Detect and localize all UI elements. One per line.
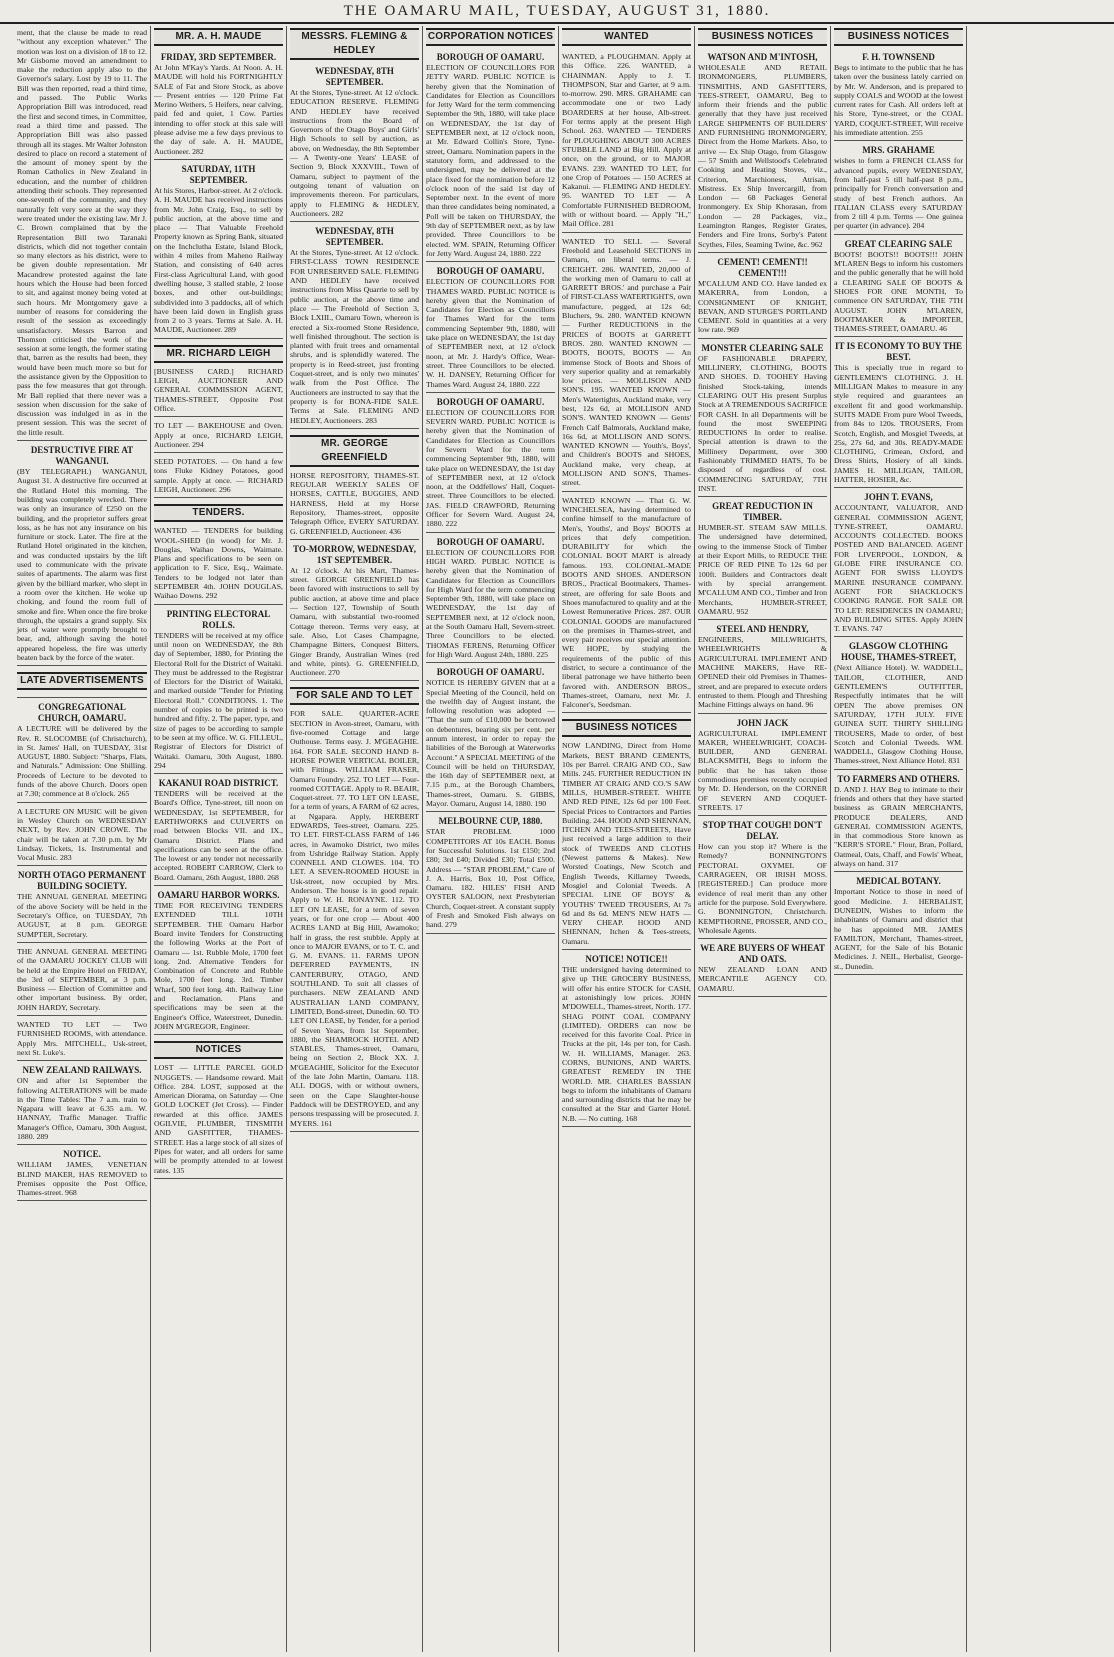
advertisement-title: NORTH OTAGO PERMANENT BUILDING SOCIETY. bbox=[17, 870, 147, 892]
advertisement bbox=[698, 716, 827, 817]
advertisement-title: CEMENT! CEMENT!! CEMENT!!! bbox=[717, 256, 808, 278]
advertisement-title: MELBOURNE CUP, 1880. bbox=[438, 816, 543, 827]
advertisement-body: At John M'Kay's Yards. At Noon. A. H. MAUDE will hold his FORTNIGHTLY SALE of Fat and Store Stock, as above — Present entries — 120 Prime Fat Merino Wethers, 5 Heifers, near calving, paid fed and quiet, 1 Cow. Parties intending to offer stock at this sale will please advise me a few days previous to the day of sale. A. H. MAUDE, Auctioneer. 282 bbox=[154, 63, 283, 156]
advertisement-body: NOW LANDING, Direct from Home Markets, BEST BRAND CEMENTS, 10s per Barrel. CRAIG AND CO., Saw Mills. 245. FURTHER REDUCTION IN TIMBER AT CRAIG AND CO.'S SAW MILLS, HUMBER-STREET. WHITE AND RED PINE, 12s 6d per 100 Feet. Special Prices to Contractors and Parties Building. 244. HOOD AND SHENNAN, ITCHEN AND TEES-STREETS, Have just received a large addition to their stock of TWEEDS AND CLOTHS (Newest patterns & Makes). New Worsted Coatings, New Scotch and English Tweeds, Killarney Tweeds, Mosgiel and Colonial Tweeds. A SPECIAL LINE OF BOYS' & YOUTHS' TWEED TROUSERS, At 7s 6d and 8s 6d. MEN'S NEW HATS — VERY CHEAP. HOOD AND SHENNAN, Itchen & Tees-streets, Oamaru. bbox=[562, 741, 691, 946]
advertisement-body: THE undersigned having determined to give up THE GROCERY BUSINESS, will offer his entire STOCK for CASH, at astonishingly low prices. JOHN M'DOWELL, Thames-street, North. 177. SHAG POINT COAL COMPANY (LIMITED). ORDERS can now be received for this favorite Coal. Price in Trucks at the pit, 14s per ton, for Cash. W. H. WILLIAMS, Manager. 263. CORNS, BUNIONS, AND WARTS. GREATEST REMEDY IN THE WORLD. MR. CHARLES BASSIAN begs to inform the inhabitants of Oamaru and surrounding districts that he may be consulted at the Star and Garter Hotel. N.B. — No cutting. 168 bbox=[562, 965, 691, 1123]
advertisement-body: HUMBER-ST. STEAM SAW MILLS. The undersigned have determined, owing to the immense Stock of Timber at their Export Mills, to REDUCE THE PRICE OF RED PINE To 12s 6d per 100ft. Builders and Contractors dealt with by special arrangement. M'CALLUM AND CO., Timber and Iron Merchants, HUMBER-STREET, OAMARU. 952 bbox=[698, 523, 827, 616]
column-header: BUSINESS NOTICES bbox=[698, 28, 827, 46]
advertisement-title: LATE ADVERTISEMENTS bbox=[17, 672, 147, 690]
column-header: BUSINESS NOTICES bbox=[834, 28, 963, 46]
advertisement-body: TENDERS will be received at the Board's Office, Tyne-street, till noon on WEDNESDAY, 1st SEPTEMBER, for EARTHWORKS and CULVERTS on road between Blocks VII. and IX., Oamaru District. Plans and specifications can be seen at the office. The lowest or any tender not necessarily accepted. ROBERT CARROW, Clerk to Board. Oamaru, 26th August, 1880. 268 bbox=[154, 789, 283, 882]
advertisement bbox=[698, 255, 827, 339]
column-header: CORPORATION NOTICES bbox=[426, 28, 555, 46]
column-business-2 bbox=[830, 26, 966, 1652]
advertisement-body: THE ANNUAL GENERAL MEETING of the OAMARU JOCKEY CLUB will be held at the Empire Hotel on FRIDAY, the 3rd of SEPTEMBER, at 3 p.m. Business — Election of Committee and other important business. By order, JOHN HARDY, Secretary. bbox=[17, 946, 147, 1012]
advertisement bbox=[154, 162, 283, 339]
advertisement-body: AGRICULTURAL IMPLEMENT MAKER, WHEELWRIGHT, COACH-BUILDER, AND GENERAL BLACKSMITH, Begs to inform the public that he has taken those commodious premises recently occupied by Mr. D. Henderson, on the CORNER OF SEVERN AND COQUET-STREETS. 17 bbox=[698, 728, 827, 812]
advertisement-body: WANTED TO LET — Two FURNISHED ROOMS, with attendance. Apply Mrs. MITCHELL, Usk-street, next St. Luke's. bbox=[17, 1020, 147, 1057]
column-business-1 bbox=[694, 26, 830, 1652]
advertisement bbox=[17, 700, 147, 802]
advertisement bbox=[834, 874, 963, 975]
advertisement bbox=[426, 665, 555, 812]
advertisement-title: BOROUGH OF OAMARU. bbox=[436, 667, 545, 678]
advertisement-title: BOROUGH OF OAMARU. bbox=[436, 52, 545, 62]
advertisement-body: ELECTION OF COUNCILLORS FOR HIGH WARD. PUBLIC NOTICE is hereby given that the Nomination of Candidates for Election as Councillors for High Ward for the term commencing September 9th, 1880, will take place on WEDNESDAY, the 1st day of SEPTEMBER next, at 12 o'clock noon, at the South Oamaru Hall, Severn-street. Three Councillors to be elected. THOMAS FERENS, Returning Officer for High Ward. August 24th, 1880. 225 bbox=[426, 547, 555, 659]
advertisement-body: STAR PROBLEM. 1000 COMPETITORS AT 10s EACH. Bonus for Successful Solutions. 1st £150; 2nd £80; 3rd £40; Divided £30; Total £500. Address — "STAR PROBLEM," Care of J. A. Harris, Box 10, Post Office, Oamaru. 182. HILES' FISH AND OYSTER SALOON, next Presbyterian Church, Coquet-street. A constant supply of Fresh and Smoked Fish always on hand. 279 bbox=[426, 827, 555, 930]
advertisement-body: THE ANNUAL GENERAL MEETING of the above Society will be held in the Secretary's Office, on TUESDAY, 7th AUGUST, at 8 p.m. GEORGE SUMPTER, Secretary. bbox=[17, 892, 147, 939]
advertisement-body: OF FASHIONABLE DRAPERY, MILLINERY, CLOTHING, BOOTS AND SHOES. D. TOOHEY Having finished Stock-taking, intends CLEARING OUT His present Surplus Stock at A TREMENDOUS SACRIFICE FOR CASH. In all Departments will be found the most SWEEPING REDUCTIONS In order to realise. Special attention is drawn to the Millinery Department, over 300 Fashionably TRIMMED HATS, To be disposed of regardless of cost. COMMENCING SATURDAY, 7TH INST. bbox=[698, 353, 827, 493]
advertisement bbox=[834, 143, 963, 234]
advertisement-title: GLASGOW CLOTHING HOUSE, THAMES-STREET, bbox=[841, 641, 956, 663]
advertisement-title: OAMARU HARBOR WORKS. bbox=[157, 890, 280, 901]
advertisement-title: FRIDAY, 3RD SEPTEMBER. bbox=[160, 52, 277, 62]
advertisement bbox=[17, 805, 147, 867]
advertisement-body: WANTED KNOWN — That G. W. WINCHELSEA, having determined to confine himself to the manufacture of Men's, Youths', and Boys' BOOTS at prices that defy competition. DURABILITY for which the COLONIAL BOOT MART is already famous. 193. COLONIAL-MADE BOOTS AND SHOES. ANDERSON BROS., Practical Bootmakers, Thames-street, are offering for sale Boots and Shoes manufactured to quality and at the Lowest Remunerative Prices. 287. OUR COLONIAL GOODS are manufactured on the premises in Thames-street, and every pair receives our special attention. WE HOPE, by studying the requirements of the public of this district, to secure a continuance of the liberal patronage we have hitherto been favored with. ANDERSON BROS., Thames-street, Oamaru, next Mr. J. Falconer's, Seedsman. bbox=[562, 495, 691, 710]
advertisement-body: A LECTURE will be delivered by the Rev. R. SLOCOMBE (of Christchurch), in St. James' Hall, on TUESDAY, 31st AUGUST, 1880. Subject: "Sharps, Flats, and Naturals." Admission: One Shilling. Proceeds of Lecture to be devoted to funds of the above Church. Doors open at 7.30; commence at 8 o'clock. 265 bbox=[17, 724, 147, 799]
advertisement-body: D. AND J. HAY Beg to intimate to their friends and others that they have started business as GRAIN MERCHANTS, PRODUCE DEALERS, AND GENERAL COMMISSION AGENTS, in that commodious Store known as "KERR'S STORE." Flour, Bran, Pollard, Oatmeal, Oats, Chaff, and Fowls' Wheat, always on hand. 317 bbox=[834, 784, 963, 869]
column-header: WANTED bbox=[562, 28, 691, 46]
advertisement-title: DESTRUCTIVE FIRE AT WANGANUI. bbox=[30, 445, 134, 467]
advertisement bbox=[426, 535, 555, 664]
advertisement-title: SATURDAY, 11TH SEPTEMBER. bbox=[181, 163, 256, 185]
advertisement-title: STEEL AND HENDRY, bbox=[716, 624, 809, 635]
advertisement bbox=[154, 455, 283, 498]
advertisement bbox=[562, 952, 691, 1127]
advertisement bbox=[698, 622, 827, 713]
advertisement-title: IT IS ECONOMY TO BUY THE BEST. bbox=[835, 341, 962, 363]
advertisement-body: WANTED — TENDERS for building WOOL-SHED (in wood) for Mr. J. Douglas, Waihao Downs, Waimate. Plans and specifications to be seen on application to F. Sice, Esq., Waimate. Tenders to be lodged not later than SEPTEMBER 4th. JOHN DOUGLAS, Waihao Downs. 292 bbox=[154, 526, 283, 601]
advertisement bbox=[17, 443, 147, 666]
advertisement-title: TO-MORROW, WEDNESDAY, 1ST SEPTEMBER. bbox=[293, 543, 416, 565]
advertisement-body: NEW ZEALAND LOAN AND MERCANTILE AGENCY CO. OAMARU. bbox=[698, 965, 827, 993]
column-news bbox=[14, 26, 150, 1652]
advertisement-body: WANTED TO SELL — Several Freehold and Leasehold SECTIONS in Oamaru, on liberal terms. — J. CREIGHT. 286. WANTED, 20,000 of the working men of Oamaru to call at GARRETT BROS.' and purchase a Pair of FIRST-CLASS WATERTIGHTS, own manufacture, pegged, at 12s 6d; Bluchers, 9s. 280. WANTED KNOWN — Further REDUCTIONS in the PRICES of BOOTS at GARRETT BROS. 280. WANTED KNOWN — BOOTS, BOOTS, BOOTS — An immense Stock of Boots and Shoes of very superior quality and at remarkably low prices. — MOLLISON AND SON'S. 195. WANTED KNOWN — Men's Watertights, Auckland make, very best, 12s 6d, at MOLLISON AND SON'S. WANTED KNOWN — Gents' French Calf Balmorals, Auckland make, 16s 6d, at MOLLISON AND SON'S. WANTED KNOWN — Youth's, Boys', and Children's BOOTS and SHOES, Auckland make, very cheap, at MOLLISON AND SON'S, Thames-street. bbox=[562, 236, 691, 488]
advertisement-body: Important Notice to those in need of good Medicine. J. HERBALIST, DUNEDIN, Wishes to inform the inhabitants of Oamaru and district that he has appointed MR. JAMES FAMILTON, Merchant, Thames-street, AGENT, for the Sale of his Botanic Medicines. J. NEIL, Herbalist, George-st., Dunedin. bbox=[834, 887, 963, 971]
advertisement bbox=[562, 715, 691, 950]
advertisement-body: A LECTURE ON MUSIC will be given in Wesley Church on WEDNESDAY NEXT, by Rev. JOHN CROWE. The chair will be taken at 7.30 p.m. by Mr Lindsay. Tickets, 1s. Instrumental and Vocal Music. 283 bbox=[17, 806, 147, 863]
advertisement bbox=[154, 776, 283, 886]
advertisement bbox=[834, 772, 963, 873]
advertisement-title: JOHN T. EVANS, bbox=[864, 492, 933, 503]
advertisement bbox=[17, 668, 147, 698]
advertisement bbox=[426, 264, 555, 393]
advertisement-title: WE ARE BUYERS OF WHEAT AND OATS. bbox=[700, 943, 825, 965]
advertisement-body: Begs to intimate to the public that he has taken over the business lately carried on by Mr. W. Anderson, and is prepared to supply COALS and WOOD at the lowest current rates for Cash. All orders left at his Store, Tyne-street, or the COAL YARD, COQUET-STREET, Will receive his immediate attention. 255 bbox=[834, 63, 963, 138]
column-auctions-2 bbox=[286, 26, 422, 1652]
advertisement-title: NOTICES bbox=[154, 1041, 283, 1059]
advertisement-title: KAKANUI ROAD DISTRICT. bbox=[158, 778, 279, 789]
masthead: THE OAMARU MAIL, TUESDAY, AUGUST 31, 1880. bbox=[0, 0, 1114, 24]
advertisement-title: NEW ZEALAND RAILWAYS. bbox=[22, 1065, 142, 1076]
advertisement bbox=[154, 341, 283, 417]
advertisement bbox=[17, 1147, 147, 1201]
advertisement-body: SEED POTATOES. — On hand a few tons Fluke Kidney Potatoes, good sample. Apply at once. — RICHARD LEIGH, Auctioneer. 296 bbox=[154, 457, 283, 494]
advertisement-body: WILLIAM JAMES, VENETIAN BLIND MAKER, HAS REMOVED to Premises opposite the Post Office, Thames-street. 968 bbox=[17, 1160, 147, 1198]
advertisement-body: ACCOUNTANT, VALUATOR, AND GENERAL COMMISSION AGENT, TYNE-STREET, OAMARU. ACCOUNTS COLLECTED. BOOKS POSTED AND BALANCED. AGENT FOR LIVERPOOL, LONDON, & GLOBE FIRE INSURANCE CO. AGENT FOR SWISS LLOYD'S MARINE INSURANCE COMPANY. AGENT FOR SHACKLOCK'S COOKING RANGE. FOR SALE OR TO LET: RESIDENCES IN OAMARU; AND BUILDING SITES. Apply JOHN T. EVANS. 747 bbox=[834, 503, 963, 634]
advertisement bbox=[290, 683, 419, 1131]
advertisement-title: TENDERS. bbox=[154, 504, 283, 522]
advertisement-body: At 12 o'clock. At his Mart, Thames-street. GEORGE GREENFIELD has been favored with instructions to sell by public auction, at above time and place — Section 127, Township of South Oamaru, with substantial two-roomed Cottage thereon. Terms very easy, at sale. Also, Lot Cases Champagne, Champagne Bitters, Conquest Bitters, Ginger Brandy, Australian Wines (red and white, pints). G. GREENFIELD, Auctioneer. 270 bbox=[290, 565, 419, 678]
column-wanted bbox=[558, 26, 694, 1652]
column-header: MR. A. H. MAUDE bbox=[154, 28, 283, 46]
column-auctions-1 bbox=[150, 26, 286, 1652]
advertisement-body: NOTICE IS HEREBY GIVEN that at a Special Meeting of the Council, held on the twelfth day of August instant, the following resolution was adopted — "That the sum of £10,000 be borrowed on debentures, bearing six per cent. per annum interest, in order to repay the liabilities of the Borough at Waterworks Account." A SPECIAL MEETING of the Council will be held on THURSDAY, the 16th day of SEPTEMBER next, at 7.15 p.m., at the Borough Chambers, Thames-street, Oamaru. S. GIBBS, Mayor. Oamaru, August 14, 1880. 190 bbox=[426, 678, 555, 809]
advertisement-title: JOHN JACK bbox=[736, 717, 789, 728]
advertisement bbox=[834, 237, 963, 338]
advertisement bbox=[698, 341, 827, 497]
advertisement-title: STOP THAT COUGH! DON'T DELAY. bbox=[702, 820, 823, 842]
advertisement bbox=[17, 26, 147, 441]
advertisement-title: MONSTER CLEARING SALE bbox=[701, 342, 824, 353]
advertisement-title: MR. RICHARD LEIGH bbox=[154, 345, 283, 363]
advertisement bbox=[290, 542, 419, 682]
advertisement-title: FOR SALE AND TO LET bbox=[290, 687, 419, 705]
advertisement bbox=[154, 888, 283, 1035]
advertisement bbox=[834, 639, 963, 769]
advertisement bbox=[154, 1037, 283, 1179]
advertisement-body: ON and after 1st September the following ALTERATIONS will be made in the Time Tables: The 7 a.m. train to Ngapara will leave at 6.35 a.m. W. HANNAY, Traffic Manager. Traffic Manager's Office, Oamaru, 30th August, 1880. 289 bbox=[17, 1076, 147, 1141]
advertisement-body: ELECTION OF COUNCILLORS FOR THAMES WARD. PUBLIC NOTICE is hereby given that the Nomination of Candidates for Election as Councillors for Thames Ward for the term commencing September 9th, 1880, will take place on WEDNESDAY, the 1st day of SEPTEMBER next, at 12 o'clock noon, at Mr. J. Hardy's Office, Wear-street. Three Councillors to be elected. W. H. DANSEY, Returning Officer for Thames Ward. August 24, 1880. 222 bbox=[426, 277, 555, 389]
advertisement-title: MRS. GRAHAME bbox=[862, 145, 935, 156]
advertisement-title: BOROUGH OF OAMARU. bbox=[436, 266, 545, 277]
columns-container bbox=[14, 26, 1108, 1652]
advertisement bbox=[698, 941, 827, 997]
advertisement-body: At the Stores, Tyne-street. At 12 o'clock. EDUCATION RESERVE. FLEMING AND HEDLEY have received instructions from the Board of Governors of the Otago Boys' and Girls' High Schools to sell by auction, as above, on Wednesday, the 8th September — A Twenty-one Years' LEASE of Section 9, Block XXXVIII., Town of Oamaru, subject to payment of the outgoing tenant of valuation on improvements thereon. For particulars, apply to FLEMING & HEDLEY, Auctioneers. 282 bbox=[290, 88, 419, 218]
advertisement-body: BOOTS! BOOTS!! BOOTS!!! JOHN M'LAREN Begs to inform his customers and the public generally that he will hold a CLEARING SALE OF BOOTS & SHOES FOR ONE MONTH, To commence ON SATURDAY, THE 7TH AUGUST. JOHN M'LAREN, BOOTMAKER & IMPORTER, THAMES-STREET, OAMARU. 46 bbox=[834, 249, 963, 334]
advertisement-title: BOROUGH OF OAMARU. bbox=[436, 536, 545, 547]
advertisement-body: At the Stores, Tyne-street. At 12 o'clock. FIRST-CLASS TOWN RESIDENCE FOR UNRESERVED SALE. FLEMING AND HEDLEY have received instructions from Miss Quarrie to sell by public auction, at the above time and place — The Freehold of Section 3, Block LXIII., Oamaru Town, whereon is erected a Six-roomed Stone Residence, well finished throughout. The section is planted with fruit trees and ornamental shrubs, and is splendidly watered. The property is in Reed-street, just fronting Coquet-street, and is only two minutes' walk from the Post Office. The Auctioneers are instructed to say that the property is for BONA-FIDE SALE. Terms at Sale. FLEMING AND HEDLEY, Auctioneers. 283 bbox=[290, 248, 419, 425]
advertisement-body: WANTED, a PLOUGHMAN. Apply at this Office. 226. WANTED, a CHAINMAN. Apply to J. T. THOMPSON, Star and Garter, at 9 a.m. to-morrow. 290. MRS. GRAHAME can accommodate one or two Lady BOARDERS at her house, Alb-street. For terms apply at the present High School. 263. WANTED — TENDERS for PLOUGHING ABOUT 300 ACRES STUBBLE LAND at Big Hill. Apply at once, on the ground, or to MAJOR EVANS. 239. WANTED TO LET, for one Crop of Potatoes — 150 ACRES at Kakanui. — FLEMING AND HEDLEY. 95. WANTED TO LET — A Comfortable FURNISHED BEDROOM, with or without board. — Apply "H.," Mail Office. 281 bbox=[562, 52, 691, 229]
advertisement bbox=[698, 499, 827, 620]
advertisement-title: TO FARMERS AND OTHERS. bbox=[837, 773, 960, 784]
advertisement bbox=[290, 431, 419, 540]
advertisement bbox=[17, 1018, 147, 1061]
advertisement-body: At his Stores, Harbor-street. At 2 o'clock. A. H. MAUDE has received instructions from Mr. John Craig, Esq., to sell by public auction, at the above time and place — That Valuable Freehold Property known as Spring Bank, situated on the Inchclutha Estate, Island Block, within 4 miles from Maheno Railway Station, and consisting of 640 acres First-class Agricultural Land, with good dwelling house, 3 stalled stable, 2 loose boxes, and other out-buildings; subdivided into 3 paddocks, all of which have been laid down in English grass from 2 to 3 years. Terms at Sale. A. H. MAUDE, Auctioneer. 289 bbox=[154, 185, 283, 335]
advertisement-title: WATSON AND M'INTOSH, bbox=[707, 52, 818, 62]
advertisement bbox=[154, 500, 283, 604]
advertisement-body: (BY TELEGRAPH.) WANGANUI, August 31. A destructive fire occurred at the Rutland Hotel this morning. The building was completely wrecked. There was only an insurance of £250 on the building, and the proprietor suffers great loss, as he has not any insurance on his furniture or stock. Later. The fire at the Rutland Hotel originated in the kitchen, and was conducted upstairs by the lift used to communicate with the private suites of apartments. The alarm was first given by the billiard marker, who slept in a room over the kitchen. He woke up choking, and found the room full of smoke and fire. When once the fire broke through, the upstairs a grand supply. Six jets of water were promptly brought to bear, and, although saving the hotel appeared hopeless, the fire was utterly beaten back by the force of the water. bbox=[17, 467, 147, 662]
advertisement-body: wishes to form a FRENCH CLASS for advanced pupils, every WEDNESDAY, from half-past 5 till half-past 8 p.m., principally for French conversation and study of best French authors. An ITALIAN CLASS every SATURDAY from 2 till 4 p.m. Terms — One guinea per quarter (in advance). 204 bbox=[834, 156, 963, 231]
advertisement-title: MEDICAL BOTANY. bbox=[856, 876, 941, 887]
advertisement-body: TO LET — BAKEHOUSE and Oven. Apply at once, RICHARD LEIGH, Auctioneer. 294 bbox=[154, 421, 283, 449]
advertisement bbox=[562, 50, 691, 233]
advertisement-body: (Next Alliance Hotel). W. WADDELL, TAILOR, CLOTHIER, AND GENTLEMEN'S OUTFITTER, Respectfully intimates that he will OPEN The above premises ON SATURDAY, 17TH JULY. FIVE GUINEA SUIT. THIRTY SHILLING TROUSERS, Made to order, of best Scotch and Colonial Tweeds. WM. WADDELL, Glasgow Clothing House, Thames-street, Next Alliance Hotel. 831 bbox=[834, 663, 963, 766]
column-header: MESSRS. FLEMING & HEDLEY bbox=[290, 28, 419, 60]
advertisement bbox=[834, 490, 963, 637]
advertisement bbox=[154, 607, 283, 774]
advertisement bbox=[834, 339, 963, 488]
advertisement bbox=[17, 945, 147, 1016]
advertisement-body: ELECTION OF COUNCILLORS FOR JETTY WARD. PUBLIC NOTICE is hereby given that the Nomination of Candidates for Election as Councillors for Jetty Ward for the term commencing September the 9th, 1880, will take place on WEDNESDAY, the 1st day of SEPTEMBER next, at 12 o'clock noon, at Mr. Edward Collin's Store, Tyne-street, Oamaru. Nomination papers in the statutory form, and addressed to the undersigned, may be delivered at the place fixed for the nomination before 12 o'clock noon of the said 1st day of September next. In the event of more than three candidates being nominated, a Poll will be taken on THURSDAY, the 9th day of SEPTEMBER next, as by law provided. Three Councillors to be elected. WM. SPAIN, Returning Officer for Jetty Ward. August 24, 1880. 222 bbox=[426, 63, 555, 258]
advertisement bbox=[290, 224, 419, 429]
advertisement-title: BOROUGH OF OAMARU. bbox=[436, 396, 545, 407]
advertisement-body: How can you stop it? Where is the Remedy? BONNINGTON'S PECTORAL OXYMEL OF CARRAGEEN, OR IRISH MOSS. [REGISTERED.] Can produce more evidence of real merit than any other article for the purpose. Sold Everywhere. G. BONNINGTON, Christchurch. KEMPTHORNE, PROSSER, AND CO., Wholesale Agents. bbox=[698, 842, 827, 935]
advertisement bbox=[698, 818, 827, 939]
advertisement-title: NOTICE. bbox=[63, 1149, 101, 1160]
advertisement-body: LOST — LITTLE PARCEL GOLD NUGGETS. — Handsome reward. Mail Office. 284. LOST, supposed at the American Diorama, on Saturday — One GOLD LOCKET (Jet Cross). — Finder rewarded at this office. JAMES OGILVIE, PLUMBER, TINSMITH AND GASFITTER, THAMES-STREET. Has a large stock of all sizes of Pipes for water, and all orders for same will be promptly attended to at lowest rates. 135 bbox=[154, 1063, 283, 1175]
advertisement bbox=[834, 50, 963, 141]
advertisement-title: PRINTING ELECTORAL ROLLS. bbox=[166, 608, 271, 630]
advertisement-body: TENDERS will be received at my office until noon on WEDNESDAY, the 8th day of September, 1880, for Printing the Electoral Roll for the District of Waitaki. They must be addressed to the Registrar of Electors for the District of Waitaki, and marked outside "Tender for Printing Electoral Roll." CONDITIONS. 1. The number of copies to be printed is two hundred and fifty. 2. The paper, type, and size of pages to be according to sample to be seen at my office. W. G. FILLEUL, Registrar of Electors for District of Waitaki. Oamaru, 30th August, 1880. 294 bbox=[154, 630, 283, 770]
advertisement-body: FOR SALE. QUARTER-ACRE SECTION in Avon-street, Oamaru, with five-roomed Cottage and large Outhouse. Terms easy. J. M'GEAGHIE. 164. FOR SALE. SECOND HAND 8-HORSE POWER VERTICAL BOILER, with Fittings. WILLIAM FRASER, Oamaru Foundry. 252. TO LET — Four-roomed COTTAGE. Apply to R. BEAIR, Coquet-street. 77. TO LET ON LEASE, for a term of years, A FARM of 62 acres, at Ngapara. Apply, HERBERT EDWARDS, Tees-street, Oamaru. 225. TO LET. FIRST-CLASS FARM of 146 acres, in Awamoko District, two miles from Ushridge Railway Station. Apply CONNELL AND CLOWES. 104. TO LET. A SEVEN-ROOMED HOUSE in Usk-street, now occupied by Mrs. Anderson. The house is in good repair. Apply to W. H. RONAYNE. 112. TO LET ON LEASE, for a term of seven years, or for one crop — About 400 ACRES LAND at Big Hill, Awamoko; half in grass, the rest stubble. Apply at once to MAJOR EVANS, or to T. C. and G. M. EVANS. 11. FARMS UPON DEFERRED PAYMENTS, IN CANTERBURY, OTAGO, AND SOUTHLAND. To suit all classes of purchasers. NEW ZEALAND AND AUSTRALIAN LAND COMPANY, LIMITED, Bond-street, Dunedin. 60. TO LET ON LEASE, by Tender, for a period of Seven Years, from 1st September, 1880, the SHAMROCK HOTEL AND STABLES, Thames-street, Oamaru, being on Section 2, Block XX. J. M'GEAGHIE, Solicitor for the Executor of the late John Martin, Oamaru. 118. ALL DOGS, with or without owners, seen on the Cape Slaughter-house Paddock will be DESTROYED, and any persons trespassing will be prosecuted. J. MYERS. 161 bbox=[290, 709, 419, 1128]
advertisement-body: ENGINEERS, MILLWRIGHTS, WHEELWRIGHTS & AGRICULTURAL IMPLEMENT AND MACHINE MAKERS, Have RE-OPENED their old Premises in Thames-street, and are prepared to execute orders entrusted to them. Plough and Threshing Machine Fittings always on hand. 96 bbox=[698, 635, 827, 710]
advertisement-title: F. H. TOWNSEND bbox=[862, 52, 935, 62]
advertisement bbox=[154, 419, 283, 453]
advertisement bbox=[426, 814, 555, 933]
column-spill bbox=[966, 26, 1102, 1652]
advertisement-body: [BUSINESS CARD.] RICHARD LEIGH, AUCTIONEER AND GENERAL COMMISSION AGENT, THAMES-STREET, Opposite Post Office. bbox=[154, 366, 283, 413]
advertisement-title: WEDNESDAY, 8TH SEPTEMBER. bbox=[315, 66, 394, 87]
advertisement-title: CONGREGATIONAL CHURCH, OAMARU. bbox=[37, 702, 127, 724]
advertisement-title: GREAT REDUCTION IN TIMBER. bbox=[712, 501, 813, 523]
advertisement-title: NOTICE! NOTICE!! bbox=[585, 954, 668, 965]
advertisement-body: ELECTION OF COUNCILLORS FOR SEVERN WARD. PUBLIC NOTICE is hereby given that the Nomination of Candidates for Election as Councillors for Severn Ward for the term commencing September 9th, 1880, will take place on WEDNESDAY, the 1st day of SEPTEMBER next, at 12 o'clock noon, at the Oddfellows' Hall, Coquet-street. Three Councillors to be elected. JAS. FIELD CRAWFORD, Returning Officer for Severn Ward. August 24, 1880. 222 bbox=[426, 407, 555, 529]
advertisement bbox=[17, 1063, 147, 1145]
advertisement bbox=[562, 494, 691, 714]
advertisement-title: MR. GEORGE GREENFIELD bbox=[290, 435, 419, 467]
advertisement-body: HORSE REPOSITORY, THAMES-ST. REGULAR WEEKLY SALES OF HORSES, CATTLE, BUGGIES, AND HARNESS, Held at my Horse Repository, Thames-street, opposite Telegraph Office, EVERY SATURDAY. G. GREENFIELD, Auctioneer. 436 bbox=[290, 470, 419, 536]
column-corporation bbox=[422, 26, 558, 1652]
advertisement bbox=[426, 50, 555, 262]
advertisement-body: M'CALLUM AND CO. Have landed ex MAKERRA, from London, a CONSIGNMENT OF KNIGHT, BEVAN, AND STURGE'S PORTLAND CEMENT. Sold in quantities at a very low rate. 969 bbox=[698, 278, 827, 335]
advertisement bbox=[154, 50, 283, 160]
advertisement-body: This is specially true in regard to GENTLEMEN'S CLOTHING. J. H. MILLIGAN Makes to measure in any style required and guarantees an excellent fit and good workmanship. SUITS MADE From pure Wool Tweeds, from 84s to 120s. TROUSERS, From Scotch, English, and Mosgiel Tweeds, at 25s, 27s 6d, and 30s. READY-MADE CLOTHING, Crimean, Oxford, and Dress Shirts, Hosiery of all kinds. JAMES H. MILLIGAN, TAILOR, HATTER, HOSIER, &c. bbox=[834, 363, 963, 484]
advertisement-body: ment, that the clause be made to read "without any exception whatever." The motion was lost on a division of 18 to 12. Mr Gisborne moved an amendment to make the reduction apply also to the Governor's salary. Lost by 19 to 11. The Bill was then reported, read a third time, and passed. The Public Works Appropriation Bill was introduced, read the first and second times, in Committee, read a third time and passed. The Appropriation Bill was also passed through all its stages. Mr Walter Johnston desired to place on record a statement of the amount of money spent by the Roman Catholics in New Zealand in education, and the number of children attending their schools. They represented one-seventh of the community, and they naturally felt very sore at the way they were treated under the existing law. Mr J. C. Brown complained that by the Representation Bill two Taranaki districts, which did not together contain so many electors as his district, were to be given double representation. Mr Macandrew protested against the late hours which the House had been forced to sit, and against money being voted at such hours. Mr Montgomery gave a number of reasons for considering the result of the session as exceedingly unsatisfactory. Messrs Barron and Thomson criticised the work of the session at some length, the former stating that, barren as the results had been, they would have been much more so but for the assistance given by the Opposition to pass the few measures that got through. Mr Ball replied that there never was a session when discussion for the sake of discussion was indulged in as in the present session. This was the secret of the little result. bbox=[17, 28, 147, 437]
advertisement-body: TIME FOR RECEIVING TENDERS EXTENDED TILL 10TH SEPTEMBER. THE Oamaru Harbor Board invite Tenders for Constructing the following Works at the Port of Oamaru — 1st. Rubble Mole, 1700 feet long. 2nd. Alternative Tenders for Combination of Concrete and Rubble Mole, 1700 feet long. 3rd. Timber Wharf, 500 feet long. 4th. Railway Line and Reclamation. Plans and specifications may be seen at the Engineer's Office, Waterstreet, Dunedin. JOHN M'GREGOR, Engineer. bbox=[154, 901, 283, 1031]
advertisement bbox=[17, 868, 147, 942]
advertisement bbox=[562, 235, 691, 492]
advertisement bbox=[698, 50, 827, 253]
advertisement bbox=[426, 395, 555, 533]
advertisement-body: WHOLESALE AND RETAIL IRONMONGERS, PLUMBERS, TINSMITHS, AND GASFITTERS, TEES-STREET, OAMARU, Beg to inform their friends and the public generally that they have just received LARGE SHIPMENTS OF BUILDERS' AND FURNISHING IRONMONGERY, Direct from the Home Markets. Also, to arrive — Ex Ship Otago, from Glasgow — 57 Smith and Wellstood's Celebrated Cooking and Heating Stoves, viz., Criterion, Marchioness, Atrisan, Mistress. Ex Ship Invercargill, from London — 68 Packages General Ironmongery. Ex Ship Khorasan, from London — 28 Packages, viz., Leamington Ranges, Register Grates, Fenders and Fire Irons, Sorby's Patent Scythes, Files, Seaming Twine, &c. 962 bbox=[698, 63, 827, 249]
advertisement-title: GREAT CLEARING SALE bbox=[844, 238, 953, 249]
advertisement-title: BUSINESS NOTICES bbox=[562, 719, 691, 737]
advertisement bbox=[290, 64, 419, 222]
advertisement-title: WEDNESDAY, 8TH SEPTEMBER. bbox=[315, 226, 394, 248]
